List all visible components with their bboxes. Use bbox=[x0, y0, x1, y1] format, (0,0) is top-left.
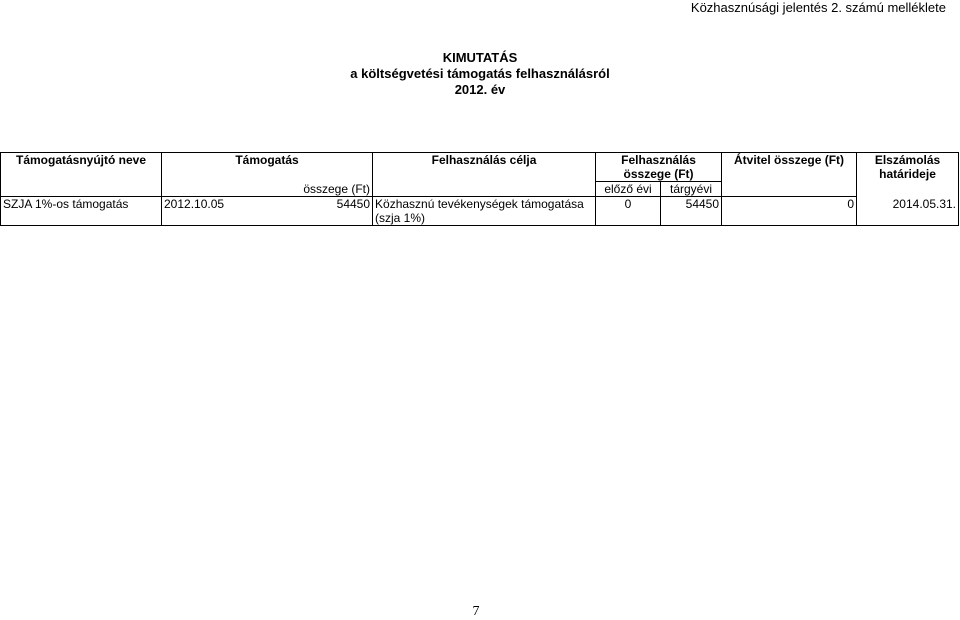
cell-date: 2012.10.05 bbox=[162, 197, 233, 226]
header-usage-amount: Felhasználás összege (Ft) bbox=[596, 153, 722, 182]
cell-amount: 54450 bbox=[233, 197, 373, 226]
report-title bbox=[0, 50, 960, 98]
cell-purpose: Közhasznú tevékenységek támogatása (szja 1%) bbox=[373, 197, 596, 226]
cell-grantor: SZJA 1%-os támogatás bbox=[1, 197, 162, 226]
cell-transfer: 0 bbox=[722, 197, 857, 226]
subheader-prev-year: előző évi bbox=[596, 182, 661, 197]
page-number: 7 bbox=[472, 604, 480, 619]
subheader-date-empty bbox=[162, 182, 233, 197]
header-settlement: Elszámolás határideje bbox=[857, 153, 959, 197]
subheader-current-year: tárgyévi bbox=[661, 182, 722, 197]
grant-usage-table bbox=[0, 152, 959, 226]
subheader-row bbox=[1, 182, 959, 197]
title-year: 2012. év bbox=[454, 82, 506, 97]
header-purpose: Felhasználás célja bbox=[373, 153, 596, 182]
cell-prev-year: 0 bbox=[596, 197, 661, 226]
subheader-transfer-empty bbox=[722, 182, 857, 197]
header-grant: Támogatás bbox=[162, 153, 373, 182]
title-subtitle: a költségvetési támogatás felhasználásról bbox=[350, 66, 610, 81]
cell-deadline: 2014.05.31. bbox=[857, 197, 959, 226]
cell-current-year: 54450 bbox=[661, 197, 722, 226]
subheader-purpose-empty bbox=[373, 182, 596, 197]
subheader-grant-amount: összege (Ft) bbox=[233, 182, 373, 197]
title-main: KIMUTATÁS bbox=[442, 50, 518, 65]
header-grantor: Támogatásnyújtó neve bbox=[1, 153, 162, 182]
table-row bbox=[1, 197, 959, 226]
annex-note: Közhasznúsági jelentés 2. számú melléklete bbox=[690, 0, 946, 15]
subheader-grantor-empty bbox=[1, 182, 162, 197]
header-row bbox=[1, 153, 959, 182]
header-transfer: Átvitel összege (Ft) bbox=[722, 153, 857, 182]
